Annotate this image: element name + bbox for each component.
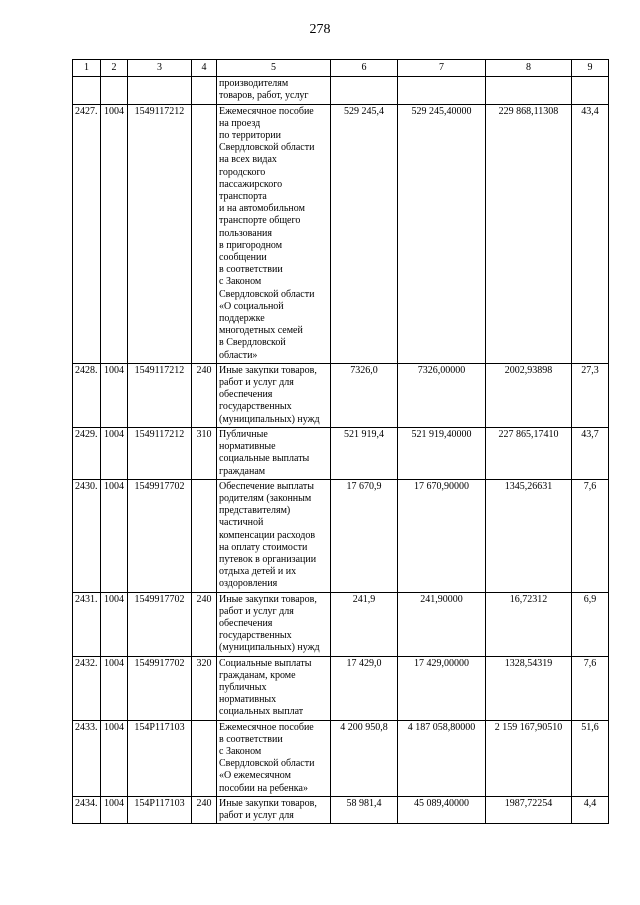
header-cell-9: 9 (572, 60, 609, 77)
expense-type (192, 720, 217, 796)
description: Ежемесячное пособие на проезд по территории Свердловской области на всех видах городского пассажирского транспорта и на автомобильном транспорте общего пользования в пригородном сообщении в соответствии с Законом Свердловской области «О социальной поддержке многодетных семей в Свердловской области» (217, 104, 331, 363)
section-code: 1004 (101, 592, 128, 656)
executed-amount: 2 159 167,90510 (486, 720, 572, 796)
executed-amount: 1345,26631 (486, 479, 572, 592)
execution-percent (572, 77, 609, 104)
header-cell-3: 3 (128, 60, 192, 77)
approved-amount: 241,9 (331, 592, 398, 656)
approved-amount: 17 429,0 (331, 656, 398, 720)
description: Публичные нормативные социальные выплаты гражданам (217, 427, 331, 479)
planned-amount: 4 187 058,80000 (398, 720, 486, 796)
execution-percent: 43,4 (572, 104, 609, 363)
executed-amount: 16,72312 (486, 592, 572, 656)
executed-amount: 227 865,17410 (486, 427, 572, 479)
target-code: 1549117212 (128, 427, 192, 479)
row-number: 2427. (73, 104, 101, 363)
execution-percent: 6,9 (572, 592, 609, 656)
row-number: 2431. (73, 592, 101, 656)
target-code: 1549117212 (128, 104, 192, 363)
row-number (73, 77, 101, 104)
planned-amount: 17 429,00000 (398, 656, 486, 720)
table-row (73, 656, 609, 720)
table-row (73, 720, 609, 796)
expense-type: 320 (192, 656, 217, 720)
execution-percent: 27,3 (572, 363, 609, 427)
expense-type: 240 (192, 363, 217, 427)
target-code: 1549917702 (128, 656, 192, 720)
description: Иные закупки товаров, работ и услуг для обеспечения государственных (муниципальных) нужд (217, 363, 331, 427)
planned-amount: 17 670,90000 (398, 479, 486, 592)
header-row (73, 60, 609, 77)
description: Обеспечение выплаты родителям (законным представителям) частичной компенсации расходов на оплату стоимости путевок в организации отдыха детей и их оздоровления (217, 479, 331, 592)
header-cell-6: 6 (331, 60, 398, 77)
header-cell-1: 1 (73, 60, 101, 77)
description: Социальные выплаты гражданам, кроме публичных нормативных социальных выплат (217, 656, 331, 720)
section-code: 1004 (101, 427, 128, 479)
section-code: 1004 (101, 479, 128, 592)
section-code: 1004 (101, 720, 128, 796)
header-cell-2: 2 (101, 60, 128, 77)
target-code: 1549117212 (128, 363, 192, 427)
execution-percent: 4,4 (572, 796, 609, 823)
expense-type (192, 77, 217, 104)
table-row (73, 363, 609, 427)
approved-amount (331, 77, 398, 104)
header-cell-5: 5 (217, 60, 331, 77)
planned-amount: 521 919,40000 (398, 427, 486, 479)
executed-amount: 229 868,11308 (486, 104, 572, 363)
section-code: 1004 (101, 104, 128, 363)
target-code: 154P117103 (128, 796, 192, 823)
header-cell-7: 7 (398, 60, 486, 77)
row-number: 2432. (73, 656, 101, 720)
approved-amount: 17 670,9 (331, 479, 398, 592)
header-cell-4: 4 (192, 60, 217, 77)
table-row (73, 479, 609, 592)
execution-percent: 51,6 (572, 720, 609, 796)
execution-percent: 7,6 (572, 656, 609, 720)
approved-amount: 521 919,4 (331, 427, 398, 479)
executed-amount (486, 77, 572, 104)
row-number: 2429. (73, 427, 101, 479)
description: производителям товаров, работ, услуг (217, 77, 331, 104)
table-row (73, 77, 609, 104)
execution-percent: 7,6 (572, 479, 609, 592)
section-code: 1004 (101, 796, 128, 823)
table-row (73, 796, 609, 823)
row-number: 2433. (73, 720, 101, 796)
table-row (73, 592, 609, 656)
approved-amount: 4 200 950,8 (331, 720, 398, 796)
row-number: 2434. (73, 796, 101, 823)
row-number: 2428. (73, 363, 101, 427)
budget-table (72, 59, 609, 824)
expense-type: 240 (192, 796, 217, 823)
table-row (73, 104, 609, 363)
planned-amount: 45 089,40000 (398, 796, 486, 823)
expense-type (192, 479, 217, 592)
target-code: 1549917702 (128, 479, 192, 592)
expense-type (192, 104, 217, 363)
executed-amount: 2002,93898 (486, 363, 572, 427)
description: Иные закупки товаров, работ и услуг для (217, 796, 331, 823)
executed-amount: 1987,72254 (486, 796, 572, 823)
approved-amount: 529 245,4 (331, 104, 398, 363)
approved-amount: 7326,0 (331, 363, 398, 427)
expense-type: 310 (192, 427, 217, 479)
approved-amount: 58 981,4 (331, 796, 398, 823)
planned-amount (398, 77, 486, 104)
executed-amount: 1328,54319 (486, 656, 572, 720)
section-code (101, 77, 128, 104)
planned-amount: 529 245,40000 (398, 104, 486, 363)
page-number: 278 (309, 22, 331, 37)
target-code: 1549917702 (128, 592, 192, 656)
expense-type: 240 (192, 592, 217, 656)
planned-amount: 7326,00000 (398, 363, 486, 427)
description: Ежемесячное пособие в соответствии с Законом Свердловской области «О ежемесячном пособии на ребенка» (217, 720, 331, 796)
target-code (128, 77, 192, 104)
section-code: 1004 (101, 656, 128, 720)
planned-amount: 241,90000 (398, 592, 486, 656)
execution-percent: 43,7 (572, 427, 609, 479)
row-number: 2430. (73, 479, 101, 592)
table-row (73, 427, 609, 479)
description: Иные закупки товаров, работ и услуг для обеспечения государственных (муниципальных) нужд (217, 592, 331, 656)
section-code: 1004 (101, 363, 128, 427)
target-code: 154P117103 (128, 720, 192, 796)
header-cell-8: 8 (486, 60, 572, 77)
